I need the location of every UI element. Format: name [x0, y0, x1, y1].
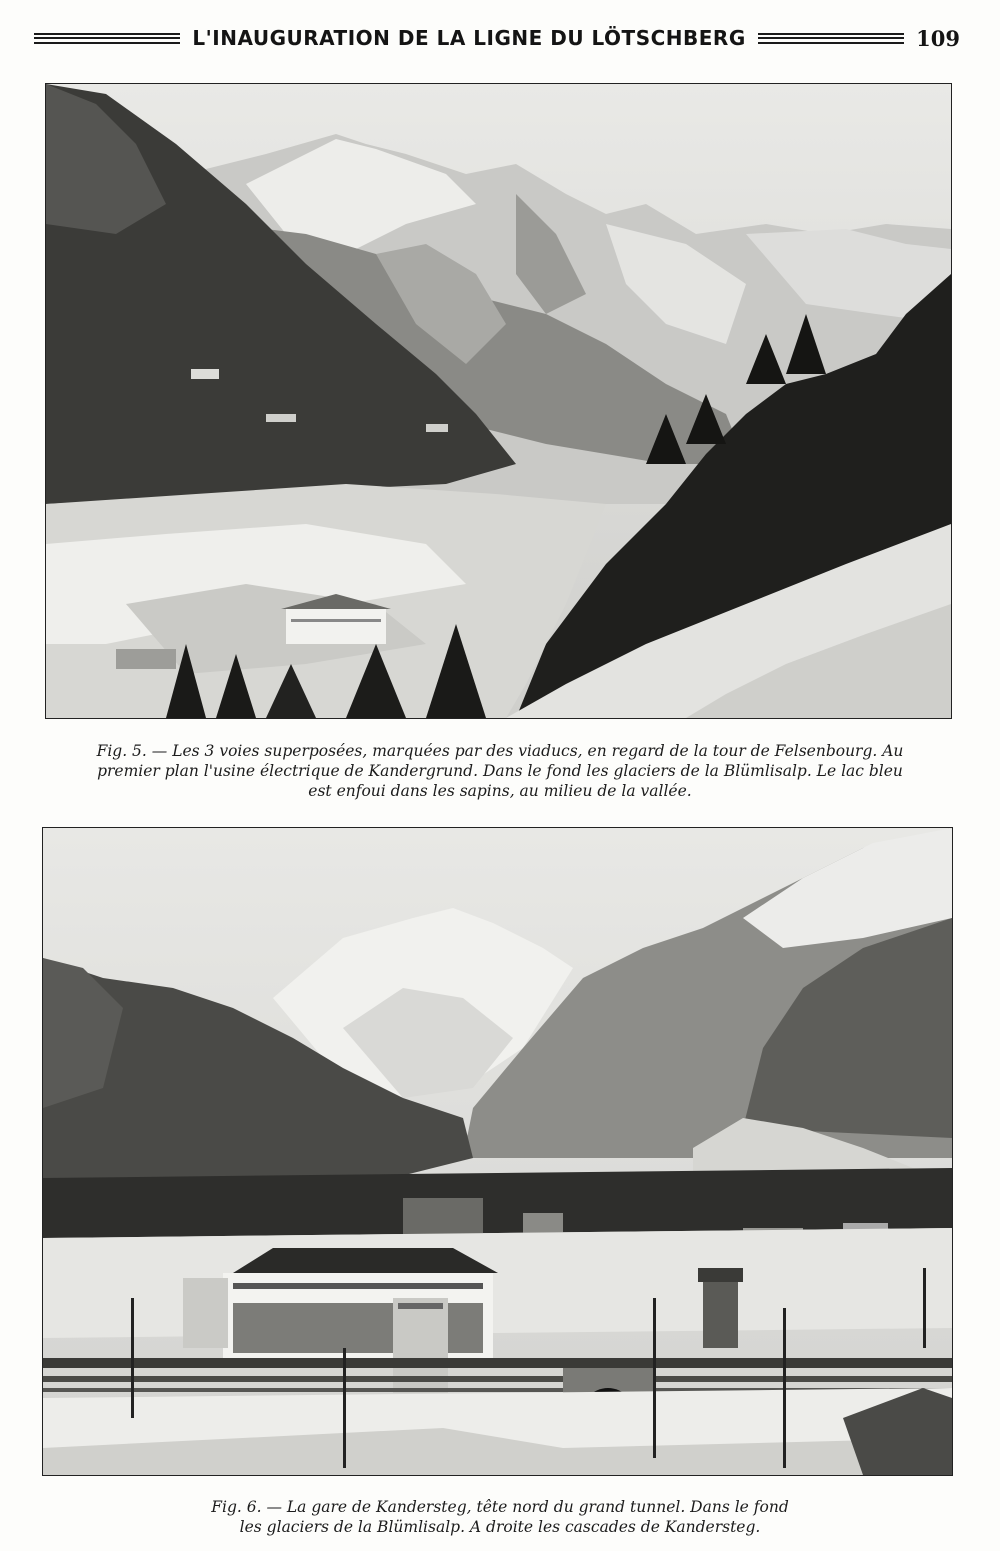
caption-line: premier plan l'usine électrique de Kandergrund. Dans le fond les glaciers de la Blümlisalp. Le lac bleu: [97, 762, 903, 780]
caption-line: les glaciers de la Blümlisalp. A droite les cascades de Kandersteg.: [239, 1518, 761, 1536]
page-number: 109: [916, 25, 961, 51]
caption-line: Fig. 5. — Les 3 voies superposées, marquées par des viaducs, en regard de la tour de Felsenbourg. Au: [96, 742, 904, 760]
figure-5-caption: [60, 741, 940, 801]
caption-line: Fig. 6. — La gare de Kandersteg, tête nord du grand tunnel. Dans le fond: [211, 1498, 789, 1516]
caption-line: est enfoui dans les sapins, au milieu de la vallée.: [308, 782, 692, 800]
header-rule-right: [758, 33, 904, 44]
page-header-title: L'INAUGURATION DE LA LIGNE DU LÖTSCHBERG: [192, 26, 746, 50]
running-header: [34, 22, 960, 54]
figure-6-photo: [42, 827, 953, 1476]
header-rule-left: [34, 33, 180, 44]
figure-5-photo: [45, 83, 952, 719]
figure-6-caption: [150, 1497, 850, 1537]
